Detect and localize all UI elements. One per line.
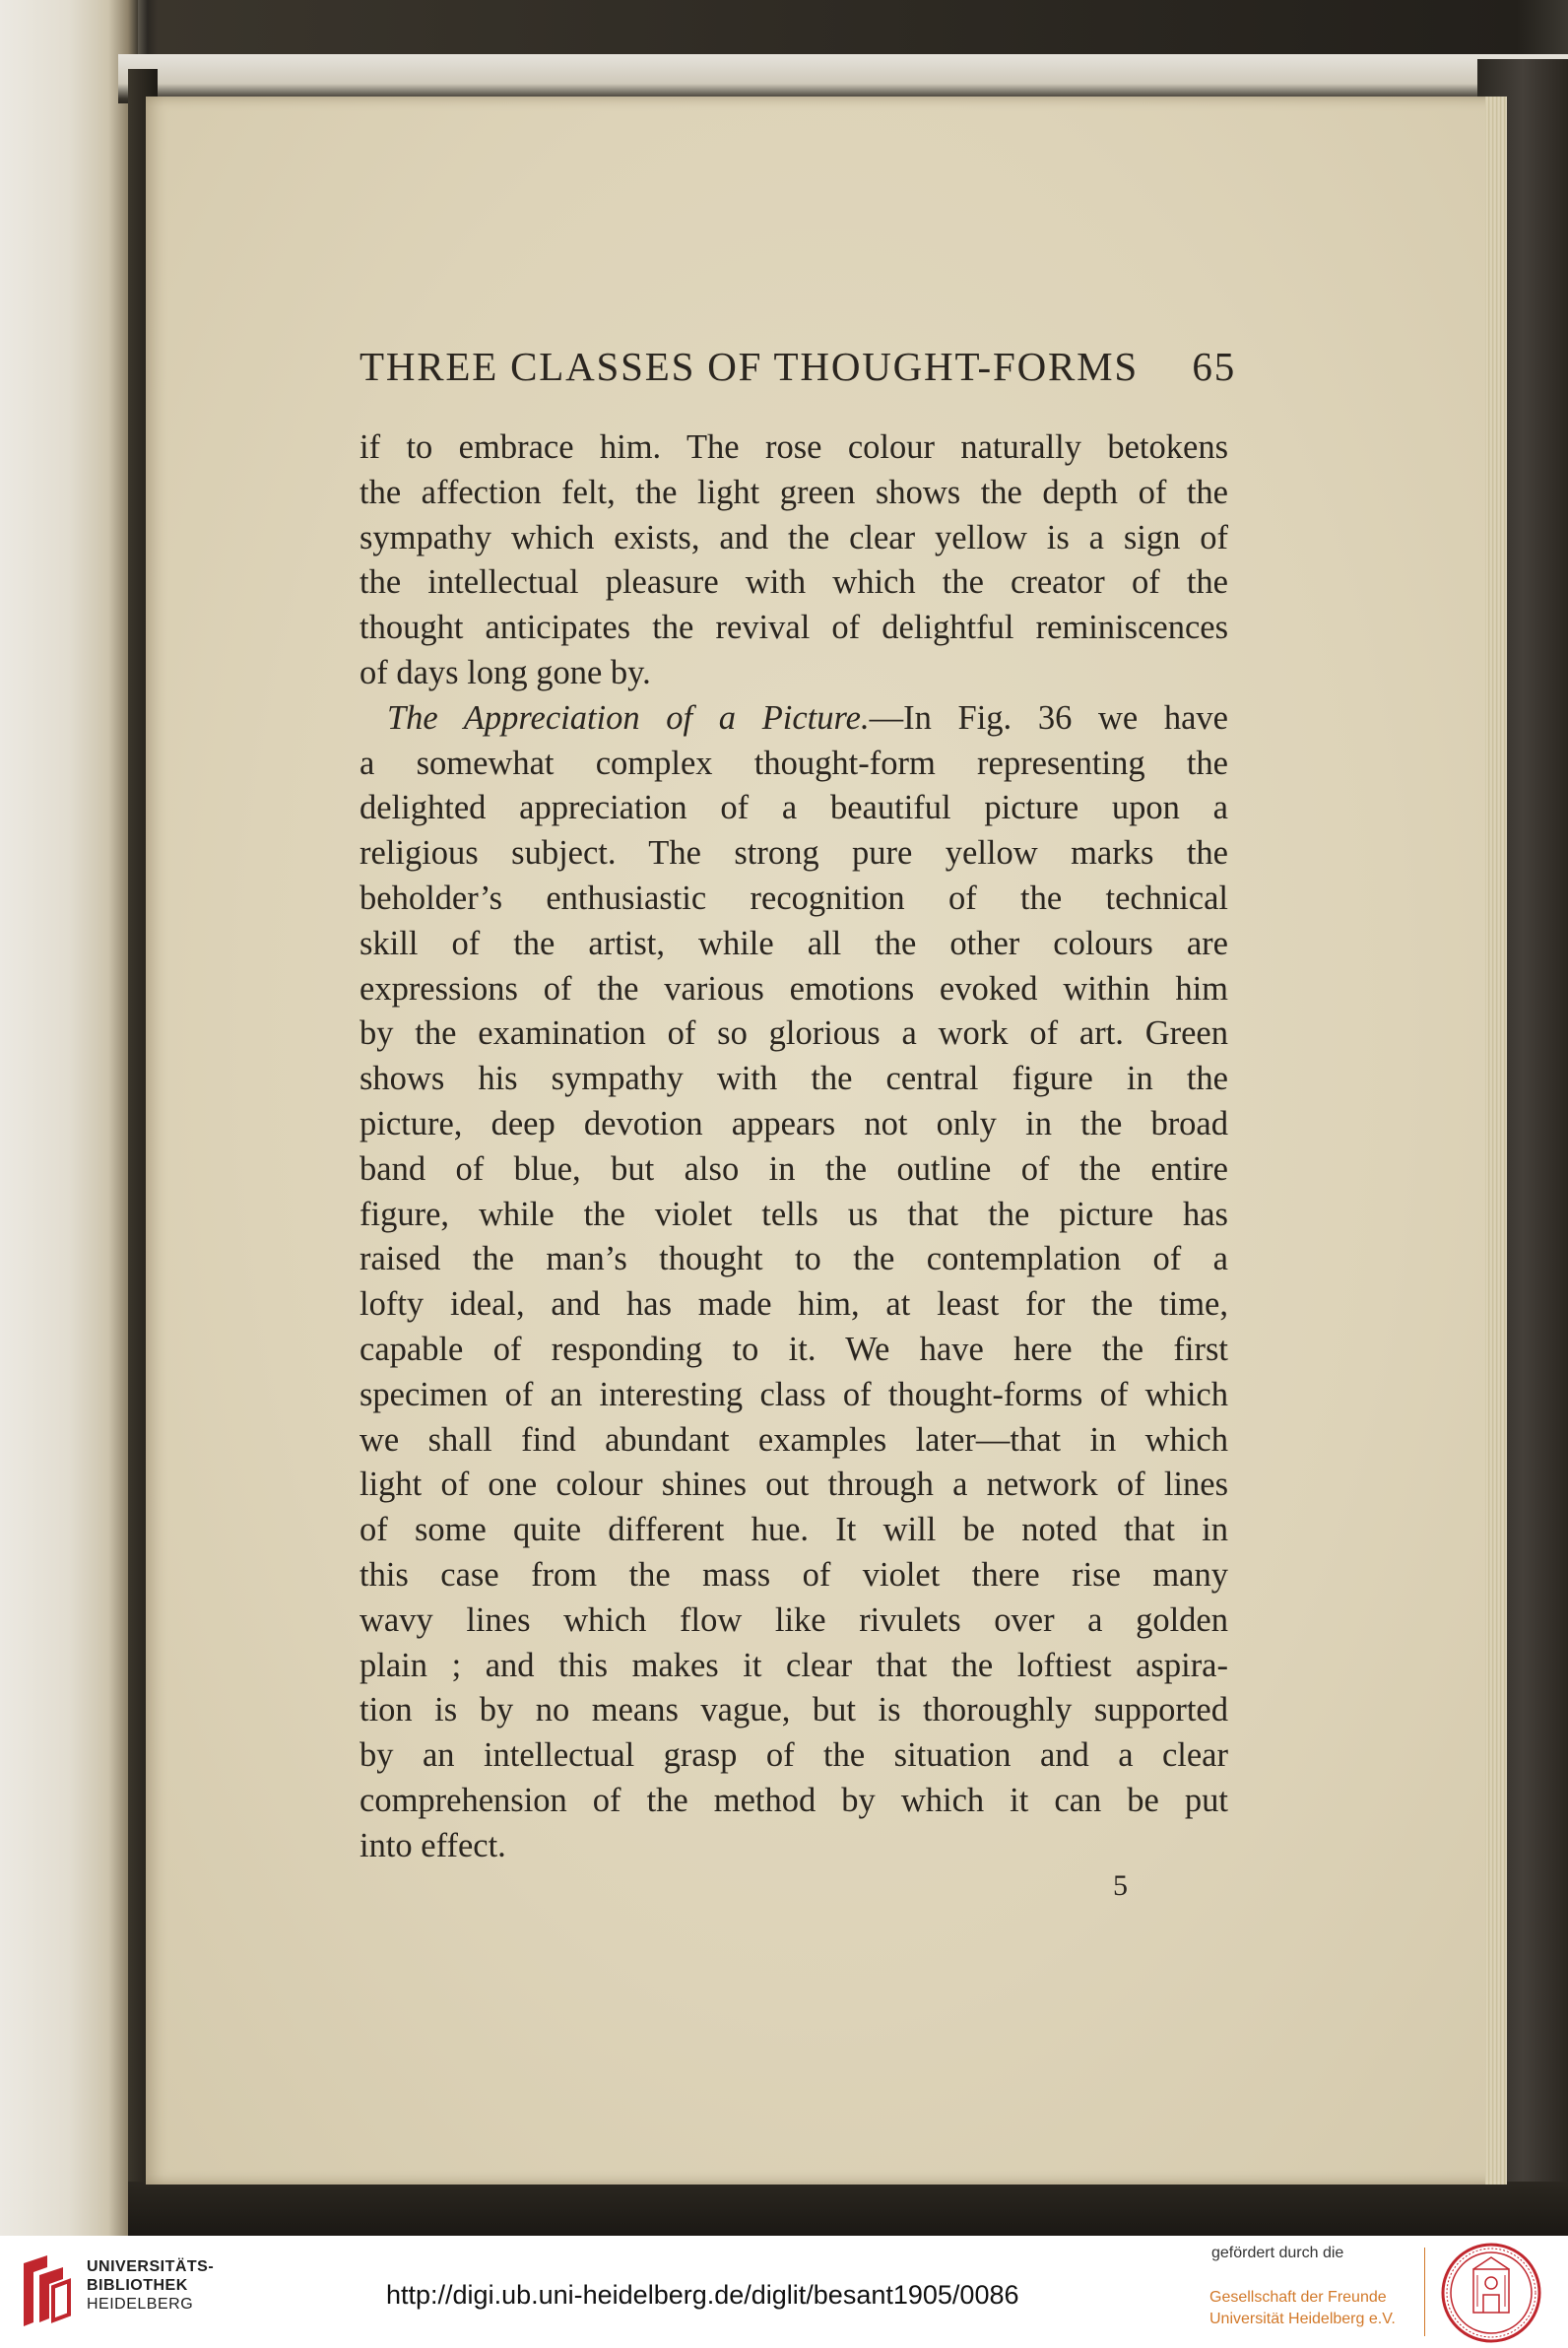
running-header-title: THREE CLASSES OF THOUGHT-FORMS xyxy=(359,344,1139,389)
text-line-content: raised the man’s thought to the contemplation of a xyxy=(359,1240,1228,1278)
body-text xyxy=(359,425,1228,1869)
text-line xyxy=(359,1598,1228,1644)
sponsor-name-line2: Universität Heidelberg e.V. xyxy=(1209,2311,1396,2327)
running-header xyxy=(359,343,1236,390)
text-line-content: we shall find abundant examples later—that in which xyxy=(359,1420,1228,1459)
text-line xyxy=(359,425,1228,471)
text-line-content: shows his sympathy with the central figure in the xyxy=(359,1060,1228,1098)
text-line-content: expressions of the various emotions evoked within him xyxy=(359,969,1228,1008)
text-line xyxy=(359,1733,1228,1779)
text-line-content: of days long gone by. xyxy=(359,653,651,691)
text-line xyxy=(359,1779,1228,1824)
text-line-content: the affection felt, the light green shows the depth of the xyxy=(359,473,1228,511)
library-name-line3: HEIDELBERG xyxy=(87,2296,194,2313)
text-line xyxy=(359,877,1228,922)
sponsor-name xyxy=(1209,2287,1396,2330)
text-line xyxy=(359,696,1228,742)
text-line xyxy=(359,516,1228,561)
section-heading-italic: The Appreciation of a Picture. xyxy=(387,698,870,737)
page-number: 65 xyxy=(1192,344,1236,389)
page-stack-edge xyxy=(1485,97,1507,2185)
text-line-content: if to embrace him. The rose colour naturally betokens xyxy=(359,428,1228,466)
text-line xyxy=(359,1508,1228,1553)
text-line xyxy=(359,471,1228,516)
text-line-content: wavy lines which flow like rivulets over a golden xyxy=(359,1600,1228,1639)
text-line xyxy=(359,1463,1228,1508)
text-line-content: picture, deep devotion appears not only in the broad xyxy=(359,1104,1228,1142)
text-line-content: by the examination of so glorious a work of art. Green xyxy=(359,1014,1228,1053)
text-line-content: of some quite different hue. It will be noted that in xyxy=(359,1511,1228,1549)
text-line-content: a somewhat complex thought-form representing the xyxy=(359,744,1228,782)
text-line xyxy=(359,651,1228,696)
text-line-content: religious subject. The strong pure yellow marks the xyxy=(359,834,1228,873)
text-line xyxy=(359,1102,1228,1147)
text-line-content: sympathy which exists, and the clear yellow is a sign of xyxy=(359,518,1228,556)
bottom-cover-edge xyxy=(128,2182,1568,2236)
text-line-content: capable of responding to it. We have here the first xyxy=(359,1330,1228,1368)
sponsor-name-line1: Gesellschaft der Freunde xyxy=(1209,2289,1387,2306)
text-line-content: thought anticipates the revival of delightful reminiscences xyxy=(359,609,1228,647)
text-line xyxy=(359,606,1228,651)
text-line xyxy=(359,922,1228,967)
text-line-content: the intellectual pleasure with which the creator of the xyxy=(359,563,1228,602)
sponsor-divider xyxy=(1424,2248,1425,2336)
text-line xyxy=(359,1644,1228,1689)
text-line-content: this case from the mass of violet there rise many xyxy=(359,1555,1228,1594)
text-line-content: comprehension of the method by which it can be put xyxy=(359,1781,1228,1819)
text-line xyxy=(359,1824,1228,1869)
text-line xyxy=(359,786,1228,831)
permalink-url[interactable]: http://digi.ub.uni-heidelberg.de/diglit/besant1905/0086 xyxy=(386,2280,1019,2310)
library-name-line2: BIBLIOTHEK xyxy=(87,2277,188,2294)
text-line-content: into effect. xyxy=(359,1826,506,1864)
text-line xyxy=(359,1553,1228,1598)
text-line-content: plain ; and this makes it clear that the loftiest aspira- xyxy=(359,1646,1228,1684)
sponsor-label: gefördert durch die xyxy=(1211,2245,1344,2261)
text-line-content: delighted appreciation of a beautiful picture upon a xyxy=(359,789,1228,827)
text-line-content: tion is by no means vague, but is thoroughly supported xyxy=(359,1691,1228,1729)
text-line xyxy=(359,1373,1228,1418)
text-line-content: band of blue, but also in the outline of the entire xyxy=(359,1149,1228,1188)
text-line-content: light of one colour shines out through a network of lines xyxy=(359,1466,1228,1504)
left-page-edge xyxy=(0,0,138,2236)
text-line xyxy=(359,1057,1228,1102)
text-line-content: beholder’s enthusiastic recognition of the technical xyxy=(359,879,1228,917)
text-line xyxy=(359,1328,1228,1373)
text-line-content: —In Fig. 36 we have xyxy=(869,698,1228,737)
text-line-content: lofty ideal, and has made him, at least for the time, xyxy=(359,1285,1228,1324)
text-line-content: figure, while the violet tells us that the picture has xyxy=(359,1195,1228,1233)
text-line xyxy=(359,560,1228,606)
text-line xyxy=(359,1011,1228,1057)
library-name-line1: UNIVERSITÄTS- xyxy=(87,2258,215,2275)
library-name xyxy=(87,2257,214,2314)
text-line-content: by an intellectual grasp of the situation and a clear xyxy=(359,1736,1228,1775)
ub-heidelberg-logo-icon xyxy=(18,2253,75,2332)
text-line xyxy=(359,742,1228,787)
text-line xyxy=(359,1688,1228,1733)
text-line-content: specimen of an interesting class of thought-forms of which xyxy=(359,1375,1228,1413)
text-line xyxy=(359,1237,1228,1282)
signature-mark: 5 xyxy=(1113,1869,1128,1902)
text-line xyxy=(359,1282,1228,1328)
university-seal-icon xyxy=(1440,2242,1542,2344)
text-line xyxy=(359,831,1228,877)
text-line xyxy=(359,967,1228,1012)
text-line-content: skill of the artist, while all the other colours are xyxy=(359,924,1228,962)
text-line xyxy=(359,1193,1228,1238)
text-line xyxy=(359,1418,1228,1464)
text-line xyxy=(359,1147,1228,1193)
